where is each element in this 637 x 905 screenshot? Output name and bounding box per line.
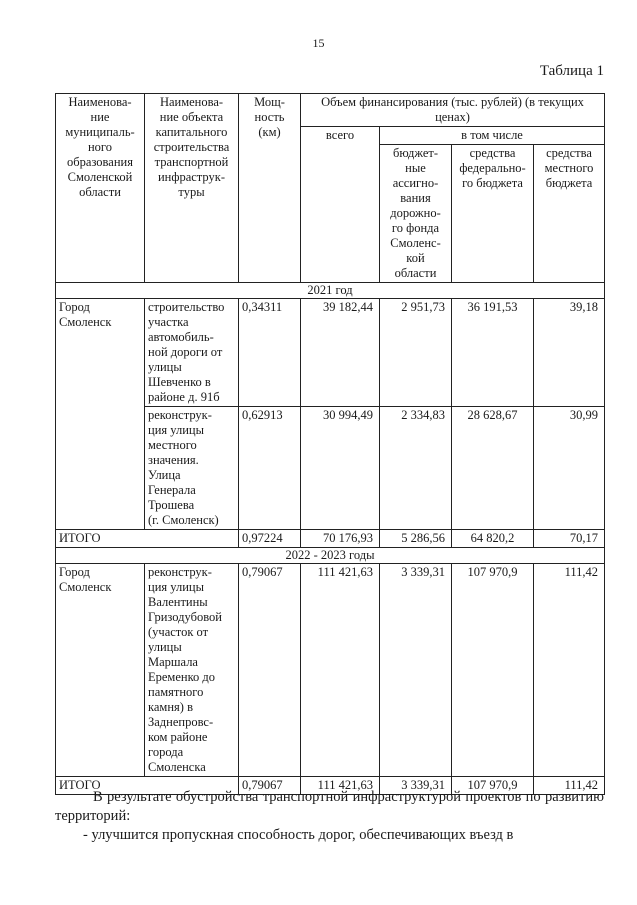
itogo-capacity: 0,79067 xyxy=(239,777,301,795)
municipality-cell: Город Смоленск xyxy=(56,299,145,530)
itogo-label: ИТОГО xyxy=(56,530,239,548)
header-municipality: Наименова- ние муниципаль- ного образования Смоленской области xyxy=(56,94,145,283)
header-capacity: Мощ- ность (км) xyxy=(239,94,301,283)
itogo-row xyxy=(56,530,605,548)
itogo-total: 70 176,93 xyxy=(301,530,380,548)
road-fund-cell: 3 339,31 xyxy=(380,564,452,777)
capacity-cell: 0,62913 xyxy=(239,407,301,530)
header-road-fund: бюджет- ные ассигно- вания дорожно- го фонда Смоленс- кой области xyxy=(380,145,452,283)
road-fund-cell: 2 951,73 xyxy=(380,299,452,407)
itogo-road-fund: 3 339,31 xyxy=(380,777,452,795)
itogo-road-fund: 5 286,56 xyxy=(380,530,452,548)
local-cell: 111,42 xyxy=(534,564,605,777)
object-cell: реконструк- ция улицы местного значения. Улица Генерала Трошева (г. Смоленск) xyxy=(145,407,239,530)
table-row xyxy=(56,564,605,777)
local-cell: 39,18 xyxy=(534,299,605,407)
total-cell: 30 994,49 xyxy=(301,407,380,530)
federal-cell: 36 191,53 xyxy=(452,299,534,407)
municipality-cell: Город Смоленск xyxy=(56,564,145,777)
total-cell: 39 182,44 xyxy=(301,299,380,407)
paragraph-result: В результате обустройства транспортной инфраструктурой проектов по развитию территорий: xyxy=(55,789,604,824)
year-label: 2021 год xyxy=(56,283,605,299)
itogo-total: 111 421,63 xyxy=(301,777,380,795)
capacity-cell: 0,79067 xyxy=(239,564,301,777)
paragraph-bullet: - улучшится пропускная способность дорог, обеспечивающих въезд в xyxy=(83,827,514,843)
page-number: 15 xyxy=(312,36,325,50)
road-fund-cell: 2 334,83 xyxy=(380,407,452,530)
itogo-local: 111,42 xyxy=(534,777,605,795)
federal-cell: 107 970,9 xyxy=(452,564,534,777)
header-total: всего xyxy=(301,127,380,283)
federal-cell: 28 628,67 xyxy=(452,407,534,530)
total-cell: 111 421,63 xyxy=(301,564,380,777)
year-row xyxy=(56,548,605,564)
itogo-federal: 107 970,9 xyxy=(452,777,534,795)
itogo-federal: 64 820,2 xyxy=(452,530,534,548)
year-label: 2022 - 2023 годы xyxy=(56,548,605,564)
itogo-capacity: 0,97224 xyxy=(239,530,301,548)
table-caption: Таблица 1 xyxy=(539,63,604,79)
financing-table xyxy=(55,93,605,795)
table-row xyxy=(56,299,605,407)
object-cell: строительство участка автомобиль- ной дороги от улицы Шевченко в районе д. 91б xyxy=(145,299,239,407)
header-financing: Объем финансирования (тыс. рублей) (в текущих ценах) xyxy=(301,94,605,127)
header-object: Наименова- ние объекта капитального строительства транспортной инфраструк- туры xyxy=(145,94,239,283)
header-local: средства местного бюджета xyxy=(534,145,605,283)
local-cell: 30,99 xyxy=(534,407,605,530)
itogo-label: ИТОГО xyxy=(56,777,239,795)
capacity-cell: 0,34311 xyxy=(239,299,301,407)
year-row xyxy=(56,283,605,299)
header-including: в том числе xyxy=(380,127,605,145)
header-federal: средства федерально- го бюджета xyxy=(452,145,534,283)
itogo-local: 70,17 xyxy=(534,530,605,548)
object-cell: реконструк- ция улицы Валентины Гризодубовой (участок от улицы Маршала Еременко до памятного камня) в Заднепровс- ком районе города Смоленска xyxy=(145,564,239,777)
